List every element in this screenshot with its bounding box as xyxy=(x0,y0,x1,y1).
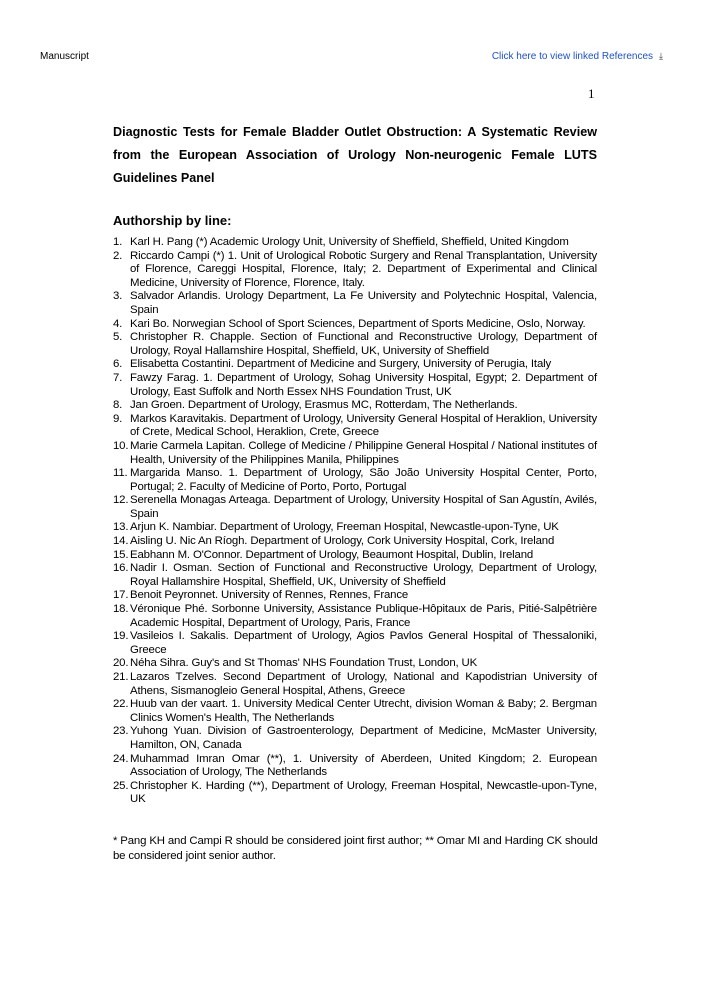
author-item xyxy=(113,318,597,332)
author-affiliation: Riccardo Campi (*) 1. Unit of Urological Robotic Surgery and Renal Transplantation, University of Florence, Careggi Hospital, Florence, Italy; 2. Department of Experimental and Clinical Medicine, University of Florence, Florence, Italy. xyxy=(130,249,597,289)
author-affiliation: Karl H. Pang (*) Academic Urology Unit, University of Sheffield, Sheffield, United Kingdom xyxy=(130,236,569,248)
author-affiliation: Christopher R. Chapple. Section of Functional and Reconstructive Urology, Department of Urology, Royal Hallamshire Hospital, Sheffield, UK, University of Sheffield xyxy=(130,331,597,357)
author-number: 24. xyxy=(113,752,129,765)
author-number: 20. xyxy=(113,657,129,670)
author-affiliation: Vasileios I. Sakalis. Department of Urology, Agios Pavlos General Hospital of Thessaloniki, Greece xyxy=(130,630,597,656)
paper-title: Diagnostic Tests for Female Bladder Outlet Obstruction: A Systematic Review from the European Association of Urology Non-neurogenic Female LUTS Guidelines Panel xyxy=(113,125,597,185)
author-number: 9. xyxy=(113,412,123,425)
manuscript-label: Manuscript xyxy=(40,51,89,62)
author-item xyxy=(113,562,597,589)
author-item xyxy=(113,494,597,521)
author-item xyxy=(113,535,597,549)
author-item xyxy=(113,603,597,630)
author-list xyxy=(113,236,597,807)
author-number: 12. xyxy=(113,494,129,507)
author-item xyxy=(113,372,597,399)
author-number: 15. xyxy=(113,548,129,561)
author-affiliation: Fawzy Farag. 1. Department of Urology, Sohag University Hospital, Egypt; 2. Department of Urology, East Suffolk and North Essex NHS Foundation Trust, UK xyxy=(130,371,597,398)
author-number: 18. xyxy=(113,603,129,616)
author-number: 25. xyxy=(113,779,129,792)
author-affiliation: Elisabetta Costantini. Department of Medicine and Surgery, University of Perugia, Italy xyxy=(130,358,552,371)
author-affiliation: Huub van der vaart. 1. University Medical Center Utrecht, division Woman & Baby; 2. Bergman Clinics Women's Health, The Netherlands xyxy=(130,698,597,724)
author-affiliation: Marie Carmela Lapitan. College of Medicine / Philippine General Hospital / National institutes of Health, University of the Philippines Manila, Philippines xyxy=(130,439,597,466)
author-item xyxy=(113,698,597,725)
author-item xyxy=(113,440,597,467)
author-item xyxy=(113,331,597,358)
author-item xyxy=(113,630,597,657)
author-affiliation: Margarida Manso. 1. Department of Urology, São João University Hospital Center, Porto, Portugal; 2. Faculty of Medicine of Porto, Porto, Portugal xyxy=(130,467,597,493)
author-item xyxy=(113,725,597,752)
author-item xyxy=(113,657,597,671)
author-number: 14. xyxy=(113,535,129,548)
author-affiliation: Arjun K. Nambiar. Department of Urology, Freeman Hospital, Newcastle-upon-Tyne, UK xyxy=(130,521,559,534)
author-item xyxy=(113,753,597,780)
author-number: 10. xyxy=(113,439,129,452)
author-item xyxy=(113,250,597,291)
author-affiliation: Néha Sihra. Guy's and St Thomas' NHS Foundation Trust, London, UK xyxy=(130,657,478,670)
author-number: 16. xyxy=(113,562,129,575)
author-number: 19. xyxy=(113,630,129,643)
author-number: 1. xyxy=(113,236,123,248)
author-number: 11. xyxy=(113,467,128,480)
author-affiliation: Yuhong Yuan. Division of Gastroenterology, Department of Medicine, McMaster University, Hamilton, ON, Canada xyxy=(130,725,597,751)
author-number: 2. xyxy=(113,249,123,262)
authorship-heading: Authorship by line: xyxy=(113,213,232,228)
author-affiliation: Serenella Monagas Arteaga. Department of Urology, University Hospital of San Agustín, Avilés, Spain xyxy=(130,494,597,520)
author-number: 13. xyxy=(113,521,129,534)
author-number: 21. xyxy=(113,671,129,683)
author-number: 17. xyxy=(113,589,129,602)
author-item xyxy=(113,236,597,250)
author-affiliation: Salvador Arlandis. Urology Department, La Fe University and Polytechnic Hospital, Valencia, Spain xyxy=(130,290,597,316)
author-number: 4. xyxy=(113,317,123,330)
author-affiliation: Markos Karavitakis. Department of Urology, University General Hospital of Heraklion, University of Crete, Medical School, Heraklion, Crete, Greece xyxy=(130,412,597,439)
author-item xyxy=(113,358,597,372)
author-item xyxy=(113,413,597,440)
author-affiliation: Lazaros Tzelves. Second Department of Urology, National and Kapodistrian University of Athens, Sismanogleio General Hospital, Athens, Greece xyxy=(130,671,597,697)
author-number: 8. xyxy=(113,399,123,412)
author-item xyxy=(113,671,597,698)
author-affiliation: Véronique Phé. Sorbonne University, Assistance Publique-Hôpitaux de Paris, Pitié-Salpêtrière Academic Hospital, Department of Urology, Paris, France xyxy=(130,603,597,629)
linked-references-label[interactable]: Click here to view linked References xyxy=(491,51,654,62)
author-affiliation: Kari Bo. Norwegian School of Sport Sciences, Department of Sports Medicine, Oslo, Norway. xyxy=(130,317,586,330)
author-item xyxy=(113,589,597,603)
author-item xyxy=(113,549,597,563)
author-number: 7. xyxy=(113,371,123,384)
author-item xyxy=(113,521,597,535)
author-item xyxy=(113,780,597,807)
author-number: 3. xyxy=(113,290,123,303)
page-number: 1 xyxy=(588,86,595,101)
author-affiliation: Benoit Peyronnet. University of Rennes, Rennes, France xyxy=(130,589,409,602)
author-item xyxy=(113,467,597,494)
author-affiliation: Nadir I. Osman. Section of Functional and Reconstructive Urology, Department of Urology, Royal Hallamshire Hospital, Sheffield, UK, University of Sheffield xyxy=(130,562,597,588)
author-number: 6. xyxy=(113,358,123,371)
author-item xyxy=(113,290,597,317)
download-arrow-icon[interactable]: ⤓ xyxy=(659,51,663,61)
author-number: 5. xyxy=(113,331,123,344)
author-item xyxy=(113,399,597,413)
author-number: 23. xyxy=(113,725,129,738)
author-affiliation: Jan Groen. Department of Urology, Erasmus MC, Rotterdam, The Netherlands. xyxy=(130,399,518,412)
footnote: * Pang KH and Campi R should be considered joint first author; ** Omar MI and Harding CK should be considered joint senior author. xyxy=(113,835,598,862)
author-affiliation: Muhammad Imran Omar (**), 1. University of Aberdeen, United Kingdom; 2. European Association of Urology, The Netherlands xyxy=(130,752,597,779)
author-affiliation: Christopher K. Harding (**), Department of Urology, Freeman Hospital, Newcastle-upon-Tyne, UK xyxy=(130,779,597,806)
author-number: 22. xyxy=(113,698,129,711)
author-affiliation: Aisling U. Nic An Ríogh. Department of Urology, Cork University Hospital, Cork, Ireland xyxy=(130,535,555,548)
linked-references-link[interactable] xyxy=(492,51,663,62)
author-affiliation: Eabhann M. O'Connor. Department of Urology, Beaumont Hospital, Dublin, Ireland xyxy=(130,548,534,561)
